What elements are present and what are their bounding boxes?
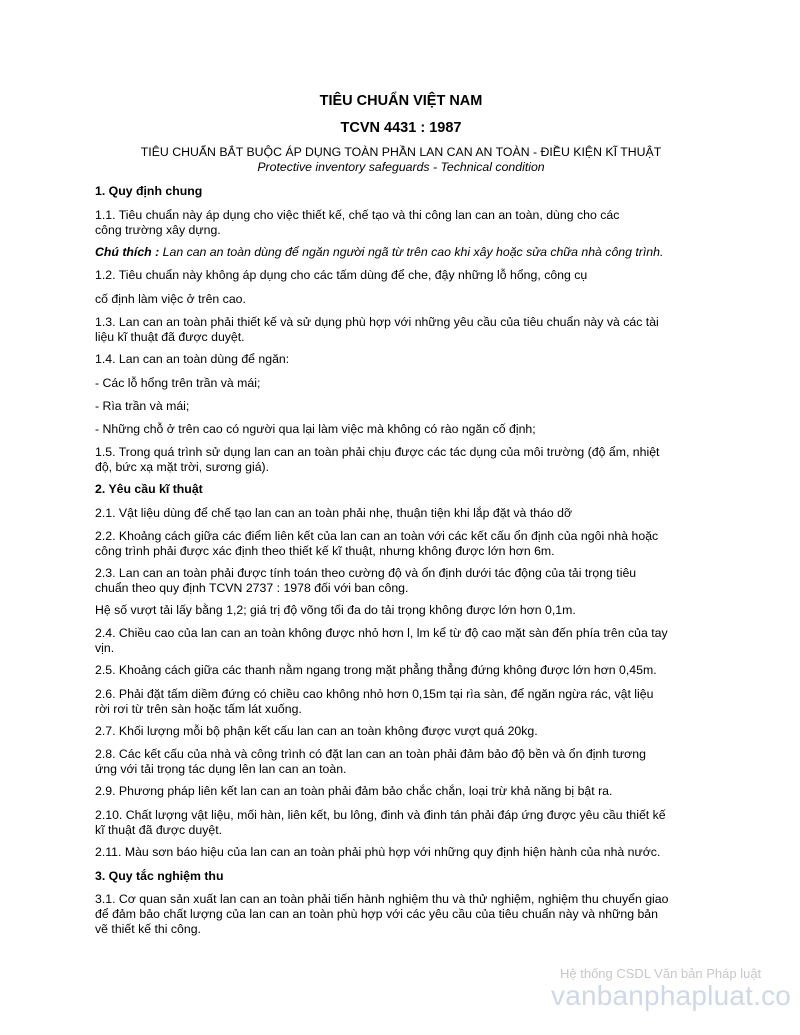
document-heading: TIÊU CHUẨN VIỆT NAM [319, 93, 483, 109]
paragraph: vịn. [95, 641, 115, 655]
watermark-site: vanbanphapluat.co [551, 980, 792, 1011]
note [95, 245, 707, 260]
paragraph: 1.3. Lan can an toàn phải thiết kế và sử dụng phù hợp với những yêu cầu của tiêu chuẩn này và các tài [95, 315, 659, 329]
note-label: Chú thích : [95, 245, 160, 259]
paragraph: 2.7. Khối lượng mỗi bộ phận kết cấu lan can an toàn không được vượt quá 20kg. [95, 724, 538, 738]
document-subtitle-en: Protective inventory safeguards - Technical condition [257, 160, 545, 174]
paragraph: 2.3. Lan can an toàn phải được tính toán theo cường độ và ổn định dưới tác động của tải trọng tiêu [95, 566, 637, 580]
paragraph: 2.8. Các kết cấu của nhà và công trình có đặt lan can an toàn phải đảm bảo độ bền và ổn định tương [95, 747, 646, 761]
document-subtitle: TIÊU CHUẨN BẮT BUỘC ÁP DỤNG TOÀN PHẦN LAN CAN AN TOÀN - ĐIỀU KIỆN KĨ THUẬT [140, 145, 662, 159]
paragraph: 1.2. Tiêu chuẩn này không áp dụng cho các tấm dùng để che, đậy những lỗ hổng, công cụ [95, 268, 588, 282]
section-title: 1. Quy định chung [95, 184, 203, 198]
section-title: 2. Yêu cầu kĩ thuật [95, 482, 203, 496]
document-code: TCVN 4431 : 1987 [340, 120, 462, 136]
paragraph: độ, bức xạ mặt trời, sương giá). [95, 460, 270, 474]
paragraph: 2.9. Phương pháp liên kết lan can an toàn phải đảm bảo chắc chắn, loại trừ khả năng bị bật ra. [95, 784, 613, 798]
list-item: - Các lỗ hổng trên trần và mái; [95, 376, 261, 390]
paragraph: 1.4. Lan can an toàn dùng để ngăn: [95, 352, 290, 366]
note-text: Lan can an toàn dùng để ngăn người ngã từ trên cao khi xây hoặc sửa chữa nhà công trình. [159, 245, 664, 259]
paragraph: công trình phải được xác định theo thiết kế kĩ thuật, nhưng không được lớn hơn 6m. [95, 544, 555, 558]
paragraph: 2.5. Khoảng cách giữa các thanh nằm ngang trong mặt phẳng thẳng đứng không được lớn hơn 0,45m. [95, 663, 657, 677]
paragraph: Hệ số vượt tải lấy bằng 1,2; giá trị độ võng tối đa do tải trọng không được lớn hơn 0,1m. [95, 603, 576, 617]
paragraph: 2.10. Chất lượng vật liệu, mối hàn, liên kết, bu lông, đinh và đinh tán phải đáp ứng được yêu cầu thiết kế [95, 808, 666, 822]
watermark-caption: Hệ thống CSDL Văn bản Pháp luật [560, 966, 762, 981]
paragraph: 3.1. Cơ quan sản xuất lan can an toàn phải tiến hành nghiệm thu và thử nghiệm, nghiệm thu chuyển giao [95, 892, 669, 906]
paragraph: 1.1. Tiêu chuẩn này áp dụng cho việc thiết kế, chế tạo và thi công lan can an toàn, dùng cho các [95, 208, 620, 222]
paragraph: kĩ thuật đã được duyệt. [95, 823, 223, 837]
paragraph: công trường xây dựng. [95, 223, 221, 237]
paragraph: ứng với tải trọng tác dụng lên lan can an toàn. [95, 762, 347, 776]
paragraph: rời rơi từ trên sàn hoặc tấm lát xuống. [95, 702, 302, 716]
paragraph: chuẩn theo quy định TCVN 2737 : 1978 đối với ban công. [95, 581, 409, 595]
paragraph: 2.6. Phải đặt tấm diềm đứng có chiều cao không nhỏ hơn 0,15m tại rìa sàn, để ngăn ngừa rác, vật liệu [95, 687, 654, 701]
section-title: 3. Quy tắc nghiệm thu [95, 869, 224, 883]
paragraph: để đảm bảo chất lượng của lan can an toàn phù hợp với các yêu cầu của tiêu chuẩn này và những bản [95, 907, 658, 921]
paragraph: 2.11. Màu sơn báo hiệu của lan can an toàn phải phù hợp với những quy định hiện hành của nhà nước. [95, 845, 661, 859]
paragraph: vẽ thiết kế thi công. [95, 922, 201, 936]
paragraph: 2.4. Chiều cao của lan can an toàn không được nhỏ hơn l, lm kể từ độ cao mặt sàn đến phía trên của tay [95, 626, 668, 640]
paragraph: cố định làm việc ở trên cao. [95, 292, 246, 306]
list-item: - Những chỗ ở trên cao có người qua lại làm việc mà không có rào ngăn cố định; [95, 422, 536, 436]
paragraph: liệu kĩ thuật đã được duyệt. [95, 330, 245, 344]
paragraph: 1.5. Trong quá trình sử dụng lan can an toàn phải chịu được các tác dụng của môi trường (độ ẩm, nhiệt [95, 445, 660, 459]
paragraph: 2.2. Khoảng cách giữa các điểm liên kết của lan can an toàn với các kết cấu ổn định của ngôi nhà hoặc [95, 529, 659, 543]
list-item: - Rìa trần và mái; [95, 399, 190, 413]
paragraph: 2.1. Vật liệu dùng để chế tạo lan can an toàn phải nhẹ, thuận tiện khi lắp đặt và tháo dỡ [95, 506, 573, 520]
